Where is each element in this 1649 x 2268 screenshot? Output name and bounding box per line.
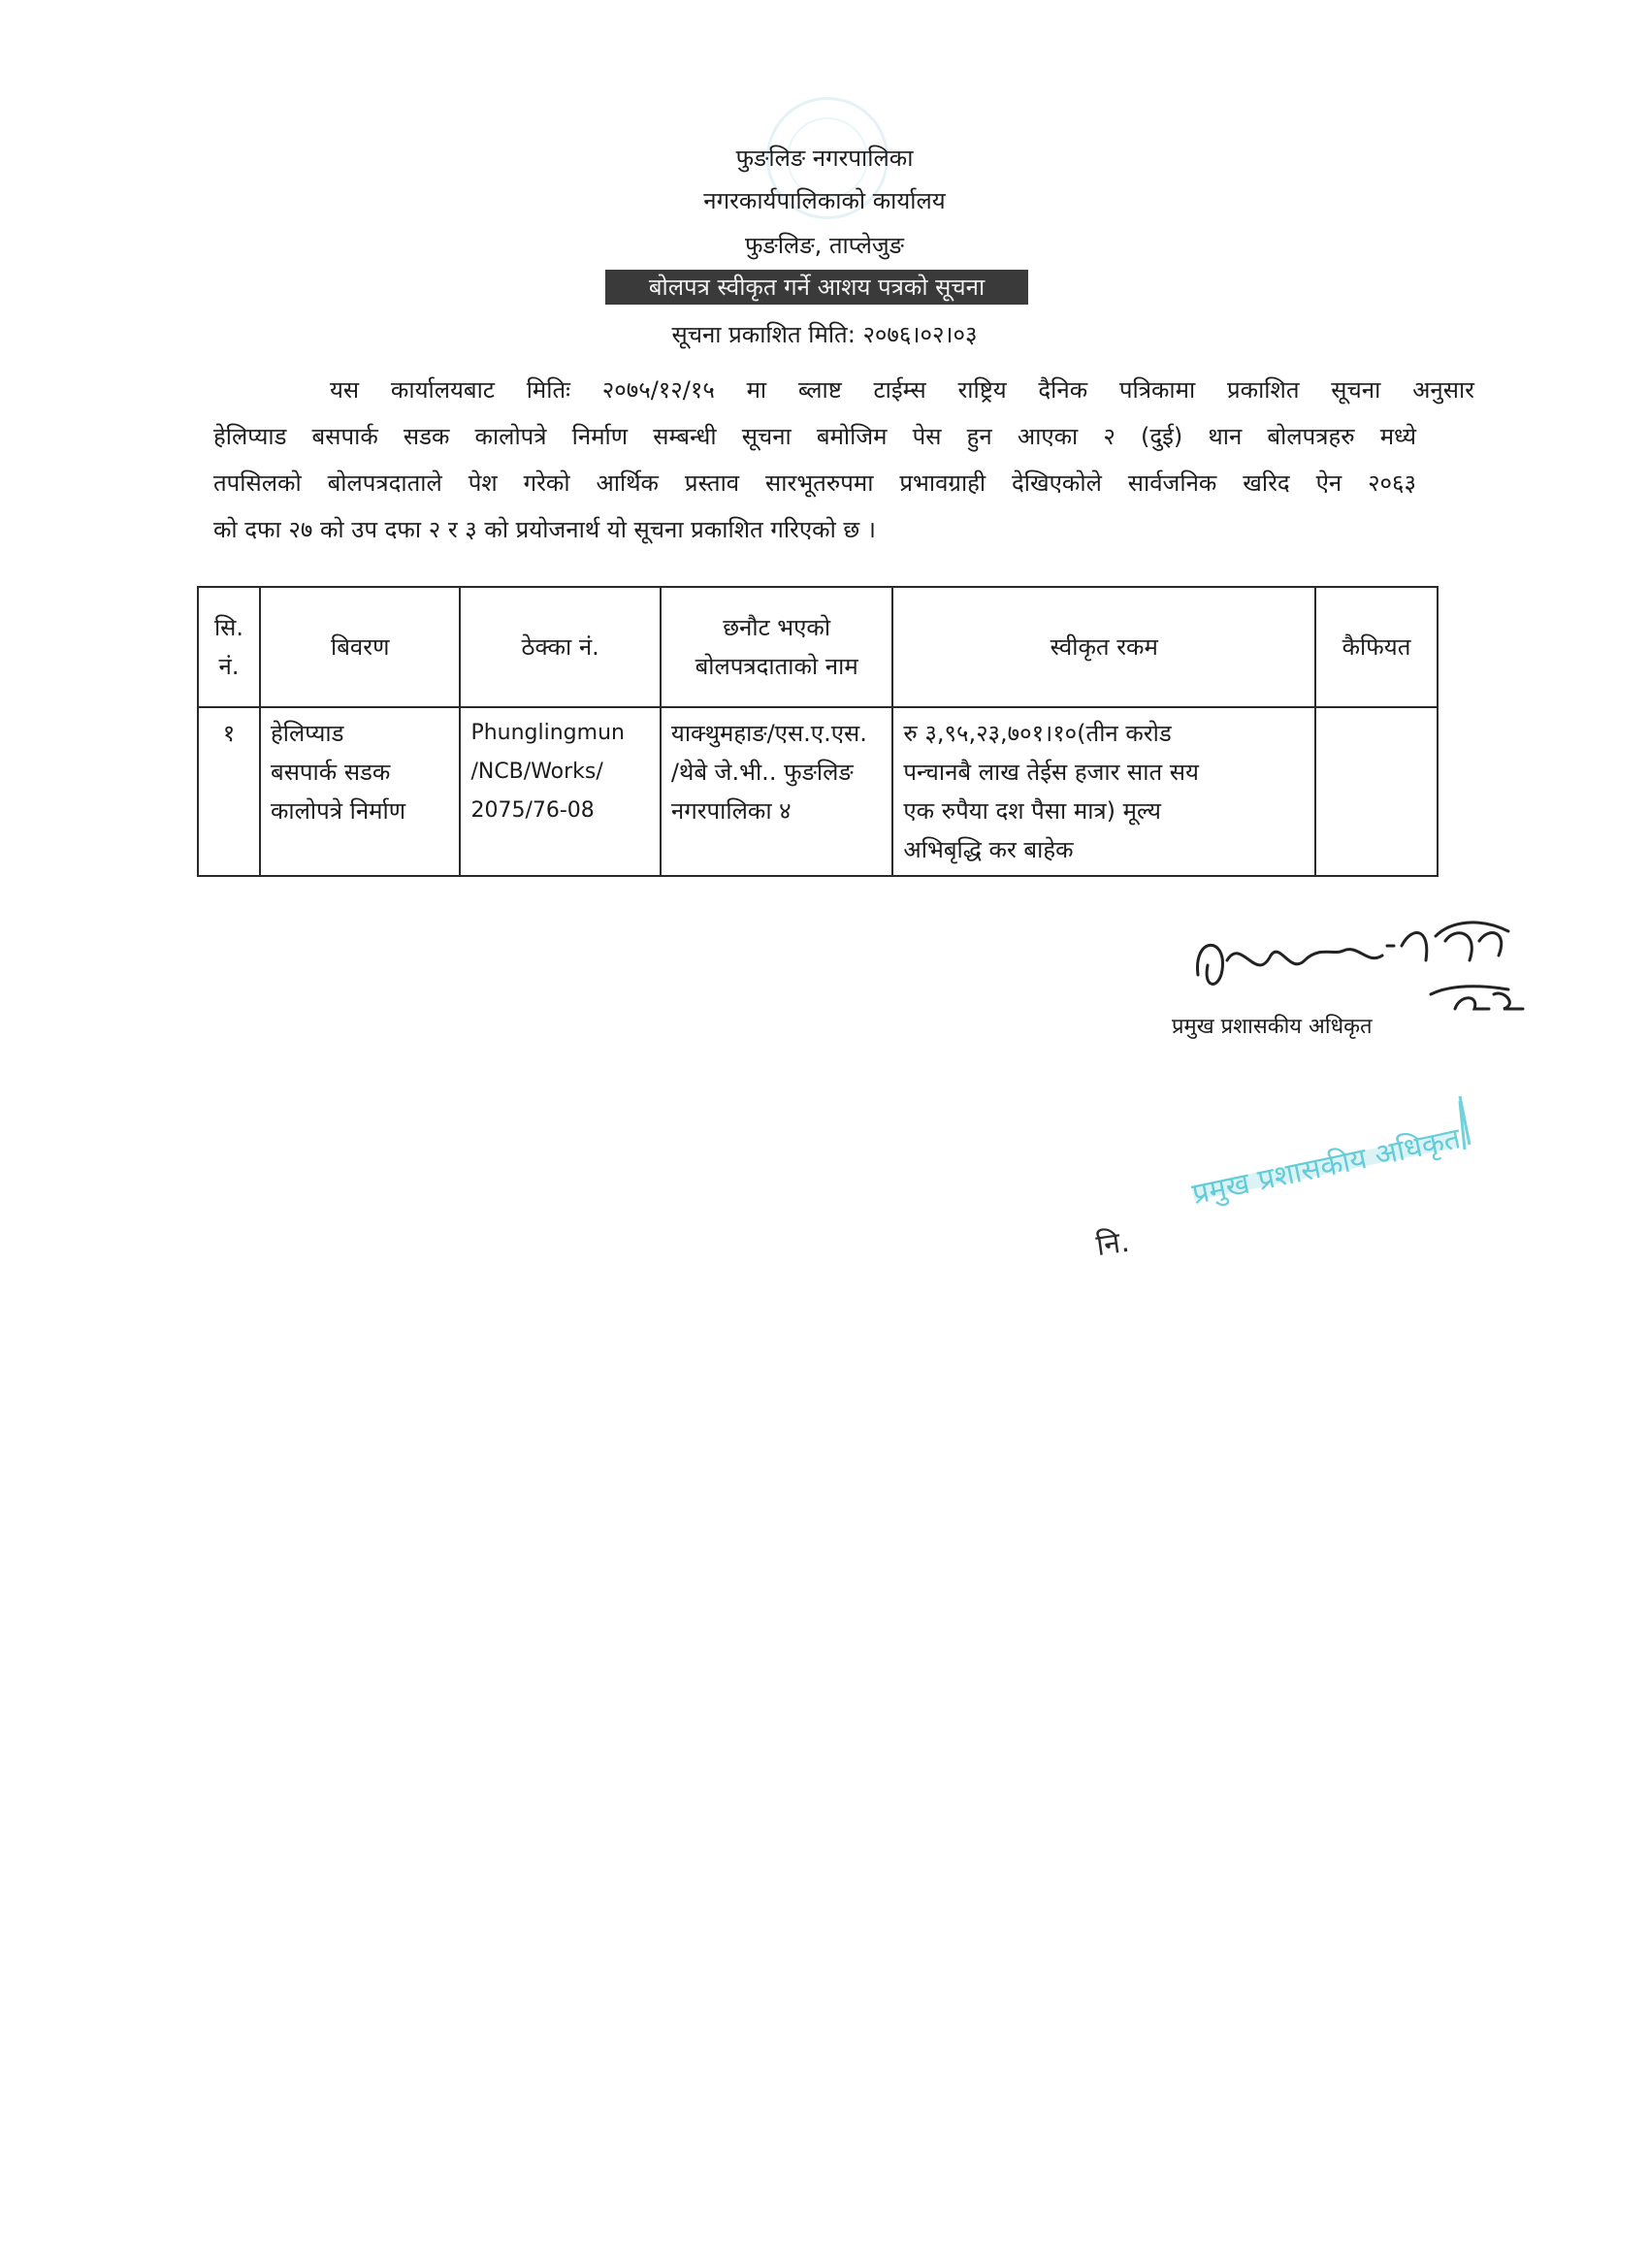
col-amount: स्वीकृत रकम [892, 587, 1315, 707]
office-address: फुङलिङ, ताप्लेजुङ [745, 232, 904, 259]
cell-amount [892, 707, 1315, 876]
col-remarks: कैफियत [1315, 587, 1438, 707]
table-header-row [198, 587, 1438, 707]
col-bidder-line-1: छनौट भएको [723, 614, 831, 641]
cell-text: हेलिप्याड [271, 720, 344, 747]
cell-bidder [661, 707, 892, 876]
cell-text: 2075/76-08 [470, 798, 595, 823]
cell-text: रु ३,९५,२३,७०१।१०(तीन करोड [903, 720, 1172, 747]
body-text: यस कार्यालयबाट मितिः २०७५/१२/१५ मा ब्लाष्ट टाईम्स राष्ट्रिय दैनिक पत्रिकामा प्रकाशित सूचना अनुसार [330, 376, 1474, 404]
col-description: बिवरण [260, 587, 460, 707]
table-row [198, 707, 1438, 876]
cell-text: नगरपालिका ४ [670, 797, 792, 825]
cell-text: /NCB/Works/ [470, 760, 603, 784]
signatory-title: प्रमुख प्रशासकीय अधिकृत [1172, 1015, 1373, 1039]
cell-text: बसपार्क सडक [271, 759, 391, 786]
body-line-3 [213, 460, 1416, 506]
body-text: हेलिप्याड बसपार्क सडक कालोपत्रे निर्माण सम्बन्धी सूचना बमोजिम पेस हुन आएका २ (दुई) थान बोलपत्रहरु मध्ये [213, 423, 1416, 450]
cell-serial: १ [198, 707, 260, 876]
handwritten-signature [1188, 917, 1557, 1023]
cell-text: अभिबृद्धि कर बाहेक [903, 836, 1074, 863]
cell-text: पन्चानबै लाख तेईस हजार सात सय [903, 759, 1199, 786]
cell-description [260, 707, 460, 876]
col-bidder [661, 587, 892, 707]
body-line-2 [213, 413, 1416, 460]
stamp-text: प्रमुख प्रशासकीय अधिकृत [1189, 1121, 1464, 1213]
stamp-prefix: नि. [1094, 1224, 1132, 1264]
body-text: को दफा २७ को उप दफा २ र ३ को प्रयोजनार्थ यो सूचना प्रकाशित गरिएको छ । [213, 516, 876, 543]
body-line-1 [272, 367, 1474, 413]
cell-text: /थेबे जे.भी.. फुङलिङ [670, 759, 854, 786]
municipality-name: फुङलिङ नगरपालिका [735, 145, 914, 172]
body-text: तपसिलको बोलपत्रदाताले पेश गरेको आर्थिक प्रस्ताव सारभूतरुपमा प्रभावग्राही देखिएकोले सार्वजनिक खरिद ऐन २०६३ [213, 470, 1416, 497]
col-contract-no: ठेक्का नं. [460, 587, 660, 707]
cell-remarks [1315, 707, 1438, 876]
cell-contract-no [460, 707, 660, 876]
cell-text: एक रुपैया दश पैसा मात्र) मूल्य [903, 797, 1161, 825]
office-name: नगरकार्यपालिकाको कार्यालय [703, 187, 946, 214]
col-serial-line-1: सि. [213, 614, 244, 641]
notice-title: बोलपत्र स्वीकृत गर्ने आशय पत्रको सूचना [605, 270, 1028, 305]
col-serial [198, 587, 260, 707]
col-bidder-line-2: बोलपत्रदाताको नाम [695, 653, 858, 680]
cell-text: याक्थुमहाङ/एस.ए.एस. [670, 720, 867, 747]
col-serial-line-2: नं. [218, 653, 240, 680]
cell-text: कालोपत्रे निर्माण [271, 797, 406, 825]
cell-text: Phunglingmun [470, 721, 625, 745]
publication-date: सूचना प्रकाशित मिति: २०७६।०२।०३ [671, 321, 978, 348]
body-line-4 [213, 506, 1416, 553]
selected-bidder-table [197, 586, 1439, 877]
